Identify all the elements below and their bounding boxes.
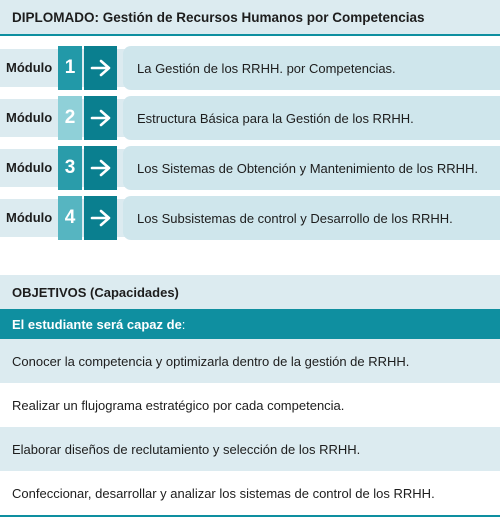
objective-item: Realizar un flujograma estratégico por cada competencia.: [12, 397, 345, 413]
module-row-4[interactable]: [0, 196, 500, 240]
module-number-badge: 3: [58, 146, 82, 190]
arrow-right-icon[interactable]: [84, 96, 117, 140]
objectives-intro: [0, 309, 500, 339]
objectives-intro-bold: El estudiante será capaz de: [12, 316, 182, 332]
module-label: Módulo: [6, 60, 53, 75]
objectives-title: OBJETIVOS (Capacidades): [0, 275, 500, 309]
module-description: Los Subsistemas de control y Desarrollo de los RRHH.: [123, 196, 500, 240]
objectives-intro-tail: :: [181, 316, 186, 332]
module-row-3[interactable]: [0, 146, 500, 190]
objective-item: Conocer la competencia y optimizarla dentro de la gestión de RRHH.: [0, 339, 500, 383]
module-label: Módulo: [6, 160, 53, 175]
module-label: Módulo: [6, 110, 53, 125]
objective-item: Confeccionar, desarrollar y analizar los sistemas de control de los RRHH.: [12, 485, 435, 501]
module-number-badge: 2: [58, 96, 82, 140]
page-title: DIPLOMADO: Gestión de Recursos Humanos por Competencias: [12, 9, 425, 25]
objective-item: Elaborar diseños de reclutamiento y selección de los RRHH.: [0, 427, 500, 471]
module-label: Módulo: [6, 210, 53, 225]
module-description: La Gestión de los RRHH. por Competencias.: [123, 46, 500, 90]
arrow-right-icon[interactable]: [84, 146, 117, 190]
arrow-right-icon[interactable]: [84, 46, 117, 90]
module-list: [0, 46, 500, 246]
header-bar: [0, 0, 500, 36]
module-number-badge: 4: [58, 196, 82, 240]
module-description: Los Sistemas de Obtención y Mantenimiento de los RRHH.: [123, 146, 500, 190]
objectives-list: [0, 339, 500, 515]
arrow-right-icon[interactable]: [84, 196, 117, 240]
module-row-1[interactable]: [0, 46, 500, 90]
module-description: Estructura Básica para la Gestión de los RRHH.: [123, 96, 500, 140]
module-number-badge: 1: [58, 46, 82, 90]
module-row-2[interactable]: [0, 96, 500, 140]
bottom-divider: [0, 515, 500, 517]
